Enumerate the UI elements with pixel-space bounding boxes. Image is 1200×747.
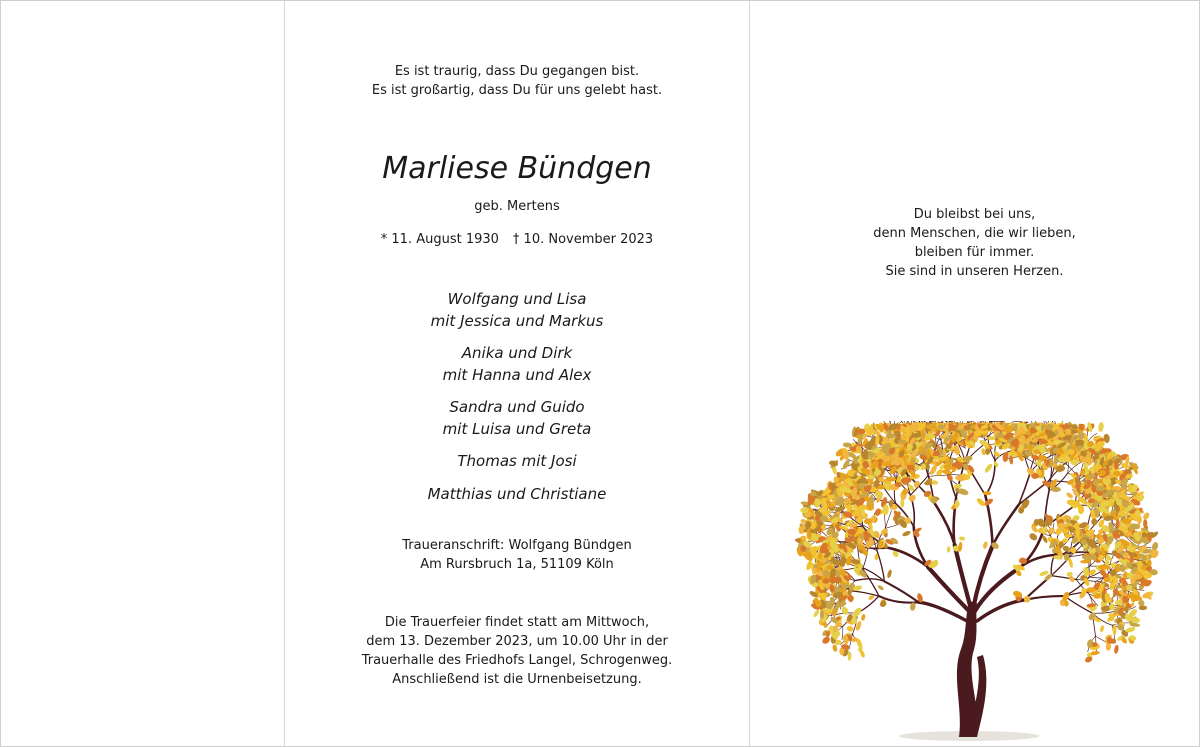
motto-line: Es ist großartig, dass Du für uns gelebt hast. — [371, 83, 663, 98]
address-line: Am Rursbruch 1a, 51109 Köln — [420, 557, 614, 572]
verse-line: Du bleibst bei uns, — [913, 207, 1036, 222]
family-line: mit Jessica und Markus — [430, 312, 604, 330]
family-line: mit Luisa und Greta — [442, 420, 592, 438]
ceremony-line: dem 13. Dezember 2023, um 10.00 Uhr in der — [366, 634, 668, 649]
center-panel — [285, 1, 749, 746]
birth-date: * 11. August 1930 — [380, 232, 499, 247]
verse-line: bleiben für immer. — [914, 245, 1035, 260]
mourning-address — [285, 536, 749, 574]
family-group — [285, 288, 749, 332]
ceremony-line: Die Trauerfeier findet statt am Mittwoch, — [384, 615, 650, 630]
death-date: † 10. November 2023 — [512, 232, 654, 247]
family-line: Matthias und Christiane — [427, 485, 607, 503]
ceremony-info — [285, 613, 749, 689]
family-line: Sandra und Guido — [449, 398, 585, 416]
family-group — [285, 396, 749, 440]
verse-line: Sie sind in unseren Herzen. — [885, 264, 1064, 279]
ceremony-line: Anschließend ist die Urnenbeisetzung. — [392, 672, 642, 687]
family-group — [285, 450, 749, 472]
family-line: Wolfgang und Lisa — [447, 290, 587, 308]
motto-line: Es ist traurig, dass Du gegangen bist. — [394, 64, 640, 79]
verse-line: denn Menschen, die wir lieben, — [873, 226, 1076, 241]
motto — [285, 62, 749, 100]
family-line: Thomas mit Josi — [457, 452, 577, 470]
ceremony-line: Trauerhalle des Friedhofs Langel, Schrogenweg. — [361, 653, 673, 668]
maiden-name: geb. Mertens — [474, 199, 560, 214]
family-list — [285, 288, 749, 515]
autumn-tree-icon — [791, 421, 1161, 743]
family-line: Anika und Dirk — [461, 344, 573, 362]
family-group — [285, 483, 749, 505]
deceased-name: Marliese Bündgen — [382, 151, 652, 186]
life-dates — [285, 230, 749, 249]
family-group — [285, 342, 749, 386]
address-line: Traueranschrift: Wolfgang Bündgen — [402, 538, 632, 553]
verse — [750, 205, 1199, 281]
family-line: mit Hanna und Alex — [442, 366, 592, 384]
